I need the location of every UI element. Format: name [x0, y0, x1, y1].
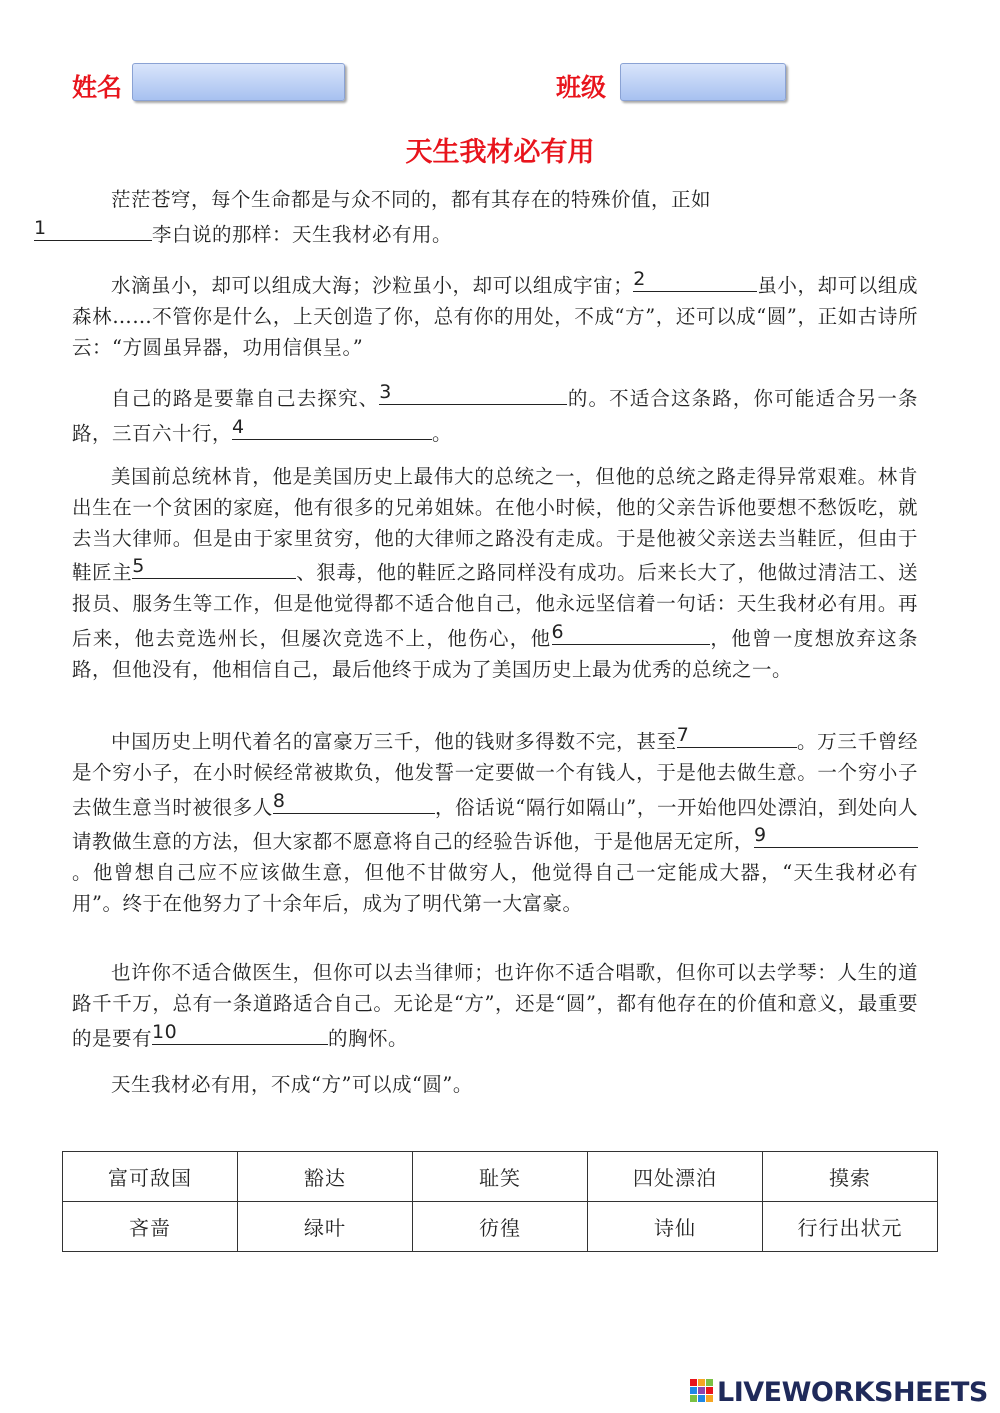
- paragraph-text: 水滴虽小，却可以组成大海；沙粒虽小，却可以组成宇宙； 2 虽小，却可以组成森林……不管你是什么，上天创造了你，总有你的用处，不成“方”，还可以成“圆”，正如古诗所云：“方圆虽异器，功用信俱呈。”: [72, 268, 918, 359]
- word-bank-cell: 富可敌国: [63, 1152, 238, 1202]
- word-bank-cell: 彷徨: [413, 1202, 588, 1252]
- word-bank-cell: 绿叶: [238, 1202, 413, 1252]
- name-label: 姓名: [72, 73, 123, 102]
- blank-2[interactable]: 2: [633, 267, 757, 292]
- word-bank-table: [62, 1151, 938, 1252]
- word-bank-cell: 四处漂泊: [588, 1152, 763, 1202]
- blank-4[interactable]: 4: [232, 415, 432, 440]
- blank-10[interactable]: 10: [152, 1020, 328, 1045]
- table-row: [63, 1152, 938, 1202]
- paragraph-4: [72, 462, 918, 686]
- paragraph-2: [72, 267, 918, 363]
- blank-6[interactable]: 6: [552, 620, 710, 645]
- paragraph-text: 也许你不适合做医生，但你可以去当律师；也许你不适合唱歌，但你可以去学琴：人生的道路千千万，总有一条道路适合自己。无论是“方”，还是“圆”，都有他存在的价值和意义，最重要的是要有 10 的胸怀。: [72, 961, 918, 1050]
- table-row: [63, 1202, 938, 1252]
- logo-text: LIVEWORKSHEETS: [717, 1376, 988, 1408]
- liveworksheets-logo[interactable]: [690, 1374, 988, 1410]
- word-bank-cell: 诗仙: [588, 1202, 763, 1252]
- paragraph-text: 美国前总统林肯，他是美国历史上最伟大的总统之一，但他的总统之路走得异常艰难。林肯出生在一个贫困的家庭，他有很多的兄弟姐妹。在他小时候，他的父亲告诉他要想不愁饭吃，就去当大律师。但是由于家里贫穷，他的大律师之路没有走成。于是他被父亲送去当鞋匠，但由于鞋匠主 5 、狠毒，他的鞋匠之路同样没有成功。后来长大了，他做过清洁工、送报员、服务生等工作，但是他觉得都不适合他自己，他永远坚信着一句话：天生我材必有用。再后来，他去竞选州长，但屡次竞选不上，他伤心，他 6 ，他曾一度想放弃这条路，但他没有，他相信自己，最后他终于成为了美国历史上最为优秀的总统之一。: [72, 465, 918, 681]
- blank-8[interactable]: 8: [273, 789, 435, 814]
- paragraph-3: [72, 380, 918, 450]
- paragraph-5: [72, 723, 918, 920]
- blank-1[interactable]: 1: [34, 216, 152, 241]
- blank-7[interactable]: 7: [677, 723, 797, 748]
- paragraph-7: [72, 1070, 918, 1101]
- paragraph-text: 中国历史上明代着名的富豪万三千，他的钱财多得数不完，甚至 7 。万三千曾经是个穷小子，在小时候经常被欺负，他发誓一定要做一个有钱人，于是他去做生意。一个穷小子去做生意当时被很多人 8 ，俗话说“隔行如隔山”，一开始他四处漂泊，到处向人请教做生意的方法，但大家都不愿意将自己的经验告诉他，于是他居无定所， 9 。他曾想自己应不应该做生意，但他不甘做穷人，他觉得自己一定能成大器，“天生我材必有用”。终于在他努力了十余年后，成为了明代第一大富豪。: [72, 724, 918, 915]
- page-title: 天生我材必有用: [405, 137, 595, 168]
- blank-3[interactable]: 3: [379, 380, 567, 405]
- paragraph-6: [72, 958, 918, 1054]
- word-bank-cell: 摸索: [763, 1152, 938, 1202]
- blank-9[interactable]: 9: [754, 823, 918, 848]
- word-bank-cell: 豁达: [238, 1152, 413, 1202]
- word-bank-cell: 行行出状元: [763, 1202, 938, 1252]
- paragraph-text: 天生我材必有用，不成“方”可以成“圆”。: [111, 1073, 473, 1096]
- liveworksheets-icon: [690, 1377, 714, 1407]
- word-bank-cell: 吝啬: [63, 1202, 238, 1252]
- paragraph-1: [34, 185, 918, 251]
- word-bank-cell: 耻笑: [413, 1152, 588, 1202]
- name-input[interactable]: [132, 63, 345, 101]
- paragraph-text: 自己的路是要靠自己去探究、 3 的。不适合这条路，你可能适合另一条路，三百六十行， 4 。: [72, 381, 918, 445]
- class-label: 班级: [556, 73, 607, 102]
- blank-5[interactable]: 5: [132, 554, 296, 579]
- class-input[interactable]: [620, 63, 786, 101]
- paragraph-text: 茫茫苍穹，每个生命都是与众不同的，都有其存在的特殊价值，正如 1 李白说的那样：天生我材必有用。: [34, 188, 712, 246]
